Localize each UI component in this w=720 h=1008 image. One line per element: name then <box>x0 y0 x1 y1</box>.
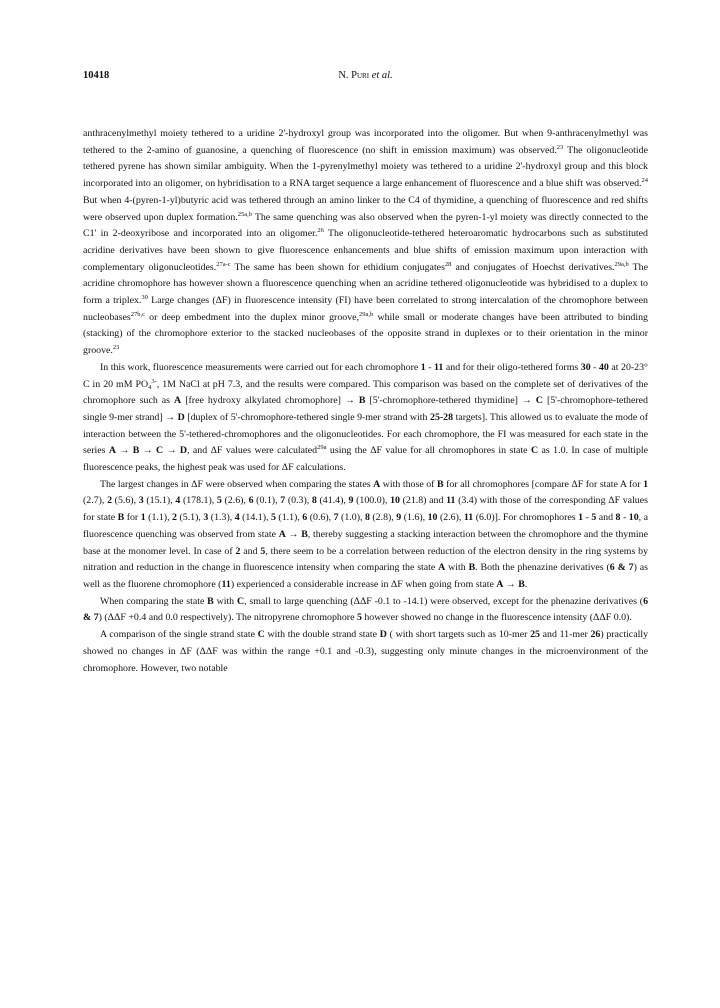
compound-label: A <box>278 528 286 540</box>
text-run: - <box>590 361 599 373</box>
compound-label: C <box>236 595 245 607</box>
text-run: . <box>524 578 528 590</box>
text-run: using the ΔF value for all chromophores in state <box>326 445 531 457</box>
paragraph <box>83 594 648 627</box>
citation-mark: 27a-c <box>216 260 231 268</box>
paragraph <box>83 627 648 677</box>
text-run: Large changes (ΔF) in fluorescence intensity (FI) have been correlated to strong intercalation of the chromophore between nucleobases <box>83 295 648 323</box>
text-run: and <box>596 512 616 524</box>
compound-label: 11 <box>221 578 231 590</box>
compound-label: 1 <box>140 512 146 524</box>
compound-label: B <box>207 595 214 607</box>
citation-mark: 4 <box>148 383 152 391</box>
text-run: (14.1), <box>239 512 271 524</box>
compound-label: 7 <box>280 495 286 507</box>
compound-label: C <box>535 395 543 407</box>
compound-label: 7 <box>628 562 634 574</box>
text-run: In this work, fluorescence measurements were carried out for each chromophore <box>100 361 421 373</box>
text-run: while small or moderate changes have been attributed to binding (stacking) of the chromophore exterior to the stacked nucleobases of the opposite strand in duplexes or to their orientation in the minor groove. <box>83 311 648 357</box>
compound-label: 1 <box>643 478 648 490</box>
compound-label: B <box>117 512 125 524</box>
running-head-suffix: et al. <box>369 70 393 81</box>
compound-label: 7 <box>93 612 99 624</box>
compound-label: 26 <box>590 629 601 641</box>
citation-mark: 29a <box>317 444 327 452</box>
citation-mark: 30 <box>141 294 148 302</box>
text-run: and <box>240 545 261 557</box>
compound-label: 30 <box>580 361 591 373</box>
compound-label: 25-28 <box>430 411 454 423</box>
text-run: (178.1), <box>180 495 217 507</box>
compound-label: 9 <box>348 495 354 507</box>
compound-label: A <box>373 478 381 490</box>
text-run: (3.4) with those of the corresponding ΔF values for state <box>83 495 648 524</box>
compound-label: 25 <box>530 629 540 641</box>
citation-mark: 29a,b <box>359 310 374 318</box>
compound-label: D <box>177 411 185 423</box>
text-run: ) as well as the fluorene chromophore ( <box>83 562 648 590</box>
text-run: with those of <box>380 478 437 490</box>
text-run: as 1.0. In case of multiple fluorescence peaks, the highest peak was used for ΔF calculations. <box>83 445 649 474</box>
compound-label: 40 <box>598 361 609 373</box>
compound-label: 6 <box>609 562 615 574</box>
text-run: The acridine chromophore has however shown a fluorescence quenching when an acridine tethered oligonucleotide was hybridised to a duplex to form a triplex. <box>83 261 648 307</box>
compound-label: 6 <box>643 595 648 607</box>
text-run: (41.4), <box>316 495 349 507</box>
text-run: [duplex of 5'-chromophore-tethered single 9-mer strand with <box>184 411 431 423</box>
compound-label: 5 <box>356 612 362 624</box>
compound-label: 10 <box>390 495 400 507</box>
text-run: → <box>285 528 302 540</box>
text-run: anthracenylmethyl moiety tethered to a uridine 2'-hydroxyl group was incorporated into the oligomer. But when 9-anthracenylmethyl was tethered to the 2-amino of guanosine, a quenching of fluorescence (no shift in emission maximum) was observed. <box>83 128 648 156</box>
compound-label: B <box>468 562 476 574</box>
text-run: . Both the phenazine derivatives ( <box>475 562 610 574</box>
citation-mark: 29a,b <box>614 260 629 268</box>
text-run: , a fluorescence quenching was observed from state <box>83 512 649 540</box>
text-run: [free hydroxy alkylated chromophore] → <box>181 395 359 407</box>
compound-label: 6 <box>248 495 254 507</box>
compound-label: A <box>174 395 182 407</box>
text-run: (0.3), <box>285 495 312 507</box>
text-run: The oligonucleotide tethered pyrene has shown similar ambiguity. When the 1-pyrenylmethyl moiety was tethered to a uridine 2'-hydroxyl group and this block incorporated into an oligomer, on hybridisation to a RNA target sequence a large enhancement of fluorescence and a blue shift was observed. <box>83 144 648 190</box>
compound-label: 2 <box>172 512 177 524</box>
text-run: with <box>445 562 469 574</box>
text-run: A comparison of the single strand state <box>100 629 258 641</box>
compound-label: A <box>496 578 504 590</box>
text-run: → <box>503 578 519 590</box>
text-run: for all chromophores [compare ΔF for state A for <box>443 478 644 490</box>
text-run: [5'-chromophore-tethered single 9-mer strand] → <box>83 395 648 423</box>
text-run: (21.8) and <box>399 495 447 507</box>
text-run: , 1M NaCl at pH 7.3, and the results were compared. This comparison was based on the complete set of derivatives of the chromophore such as <box>83 378 648 407</box>
text-run: for <box>124 512 141 524</box>
text-run: (1.3), <box>208 512 235 524</box>
text-run: with the double strand state <box>264 629 380 641</box>
compound-label: 2 <box>107 495 112 507</box>
compound-label: 10 <box>427 512 438 524</box>
text-run: ) (ΔΔF +0.4 and 0.0 respectively). The nitropyrene chromophore <box>98 612 357 624</box>
citation-mark: 26 <box>317 227 324 235</box>
compound-label: 8 <box>364 512 370 524</box>
compound-label: 1 <box>420 361 426 373</box>
compound-label: C <box>530 445 539 457</box>
citation-mark: 3- <box>151 377 157 385</box>
text-run: or deep embedment into the duplex minor groove, <box>144 311 360 323</box>
text-run: targets]. This allowed us to evaluate the mode of interaction between the 5'-tethered-chromophores and the oligonucleotides. For each chromophore, the FI was measured for each state in the series <box>83 411 648 457</box>
compound-label: A <box>108 445 117 457</box>
compound-label: A <box>438 562 446 574</box>
paragraph <box>83 360 648 477</box>
text-run: - <box>425 361 435 373</box>
text-run: (1.0), <box>338 512 365 524</box>
compound-label: B <box>301 528 308 540</box>
text-run: (1.6), <box>401 512 428 524</box>
text-run: (6.0)]. For chromophores <box>473 512 579 524</box>
page-number: 10418 <box>83 70 110 81</box>
text-run: [5'-chromophore-tethered thymidine] → <box>365 395 536 407</box>
text-run: When comparing the state <box>100 595 208 607</box>
text-run: (2.7), <box>83 495 108 507</box>
text-run: (1.1), <box>275 512 303 524</box>
compound-label: 8 <box>615 512 621 524</box>
paragraph <box>83 477 648 594</box>
compound-label: 6 <box>302 512 308 524</box>
text-run: , small to large quenching (ΔΔF -0.1 to -14.1) were observed, except for the phenazine derivatives ( <box>244 595 644 607</box>
compound-label: 11 <box>434 361 444 373</box>
text-run: The oligonucleotide-tethered heteroaromatic hydrocarbons such as substituted acridine derivatives have been shown to give fluorescence enhancements and blue shifts of emission maximum upon interaction with complementary oligonucleotides. <box>83 228 648 273</box>
compound-label: 5 <box>216 495 222 507</box>
text-run: with <box>213 595 237 607</box>
compound-label: & <box>614 562 629 574</box>
compound-label: 8 <box>311 495 317 507</box>
text-run: (15.1), <box>143 495 176 507</box>
compound-label: 5 <box>270 512 276 524</box>
text-run: ( with short targets such as 10-mer <box>386 629 531 641</box>
text-run: at 20-23° C in 20 mM PO <box>83 361 648 390</box>
text-run: and conjugates of Hoechst derivatives. <box>451 261 615 273</box>
text-run: ) experienced a considerable increase in ΔF when going from state <box>230 578 497 590</box>
compound-label: & <box>83 612 94 624</box>
running-head-initial: N. <box>338 70 352 81</box>
compound-label: C <box>257 629 265 641</box>
compound-label: B <box>358 395 366 407</box>
compound-label: 10 <box>628 512 639 524</box>
citation-mark: 27b,c <box>130 310 145 318</box>
compound-label: C <box>156 445 164 457</box>
text-run: (2.6), <box>437 512 464 524</box>
compound-label: B <box>437 478 444 490</box>
compound-label: 4 <box>175 495 181 507</box>
compound-label: 1 <box>578 512 584 524</box>
compound-label: 11 <box>446 495 456 507</box>
text-run: (100.0), <box>353 495 391 507</box>
text-run: (2.6), <box>221 495 249 507</box>
text-run: → <box>139 445 157 457</box>
citation-mark: 28 <box>444 260 452 268</box>
text-run: The largest changes in ΔF were observed when comparing the states <box>100 478 374 490</box>
text-run: (2.8), <box>369 512 397 524</box>
text-run: (1.1), <box>145 512 173 524</box>
body-text <box>83 126 648 677</box>
text-run: - <box>620 512 629 524</box>
compound-label: 3 <box>138 495 144 507</box>
paragraph <box>83 126 648 360</box>
text-run: (0.1), <box>253 495 281 507</box>
text-run: and 11-mer <box>539 629 591 641</box>
text-run: , thereby suggesting a stacking interaction between the chromophore and the thymine base at the monomer level. In case of <box>83 528 648 557</box>
compound-label: B <box>518 578 525 590</box>
citation-mark: 24 <box>641 177 648 185</box>
text-run: - <box>583 512 592 524</box>
compound-label: D <box>379 629 387 641</box>
compound-label: B <box>132 445 140 457</box>
compound-label: 5 <box>591 512 597 524</box>
compound-label: 5 <box>260 545 266 557</box>
compound-label: 3 <box>203 512 209 524</box>
compound-label: 7 <box>333 512 339 524</box>
compound-label: 9 <box>396 512 402 524</box>
page-header <box>83 70 648 86</box>
text-run: , there seem to be a correlation between reduction of the electron density in the ring systems by nitration and reduction in the change in fluorescence intensity when comparing the state <box>83 545 649 574</box>
text-run: (5.1), <box>176 512 204 524</box>
citation-mark: 23 <box>112 344 120 352</box>
text-run: → <box>163 445 180 457</box>
running-head <box>83 70 648 81</box>
compound-label: 2 <box>235 545 241 557</box>
text-run: however showed no change in the fluorescence intensity (ΔΔF 0.0). <box>361 612 632 624</box>
running-head-surname: Puri <box>351 70 370 81</box>
compound-label: 11 <box>463 512 474 524</box>
citation-mark: 23 <box>556 143 564 151</box>
text-run: The same has been shown for ethidium conjugates <box>230 261 445 273</box>
text-run: (0.6), <box>307 512 334 524</box>
compound-label: 4 <box>234 512 240 524</box>
text-run: and for their oligo-tethered forms <box>443 361 581 373</box>
text-run: , and ΔF values were calculated <box>187 445 318 457</box>
text-run: The same quenching was also observed when the pyren-1-yl moiety was directly connected to the C1' in 2-deoxyribose and incorporated into an oligomer. <box>83 211 648 240</box>
citation-mark: 25a,b <box>237 210 253 218</box>
text-run: ) practically showed no changes in ΔF (ΔΔF was within the range +0.1 and -0.3), suggesting only minute changes in the microenvironment of the chromophore. However, two notable <box>83 629 649 674</box>
text-run: → <box>116 445 133 457</box>
text-run: (5.6), <box>112 495 139 507</box>
compound-label: D <box>179 445 188 457</box>
text-run: But when 4-(pyren-1-yl)butyric acid was tethered through an amino linker to the C4 of thymidine, a quenching of fluorescence and red shifts were observed upon duplex formation. <box>83 194 648 223</box>
